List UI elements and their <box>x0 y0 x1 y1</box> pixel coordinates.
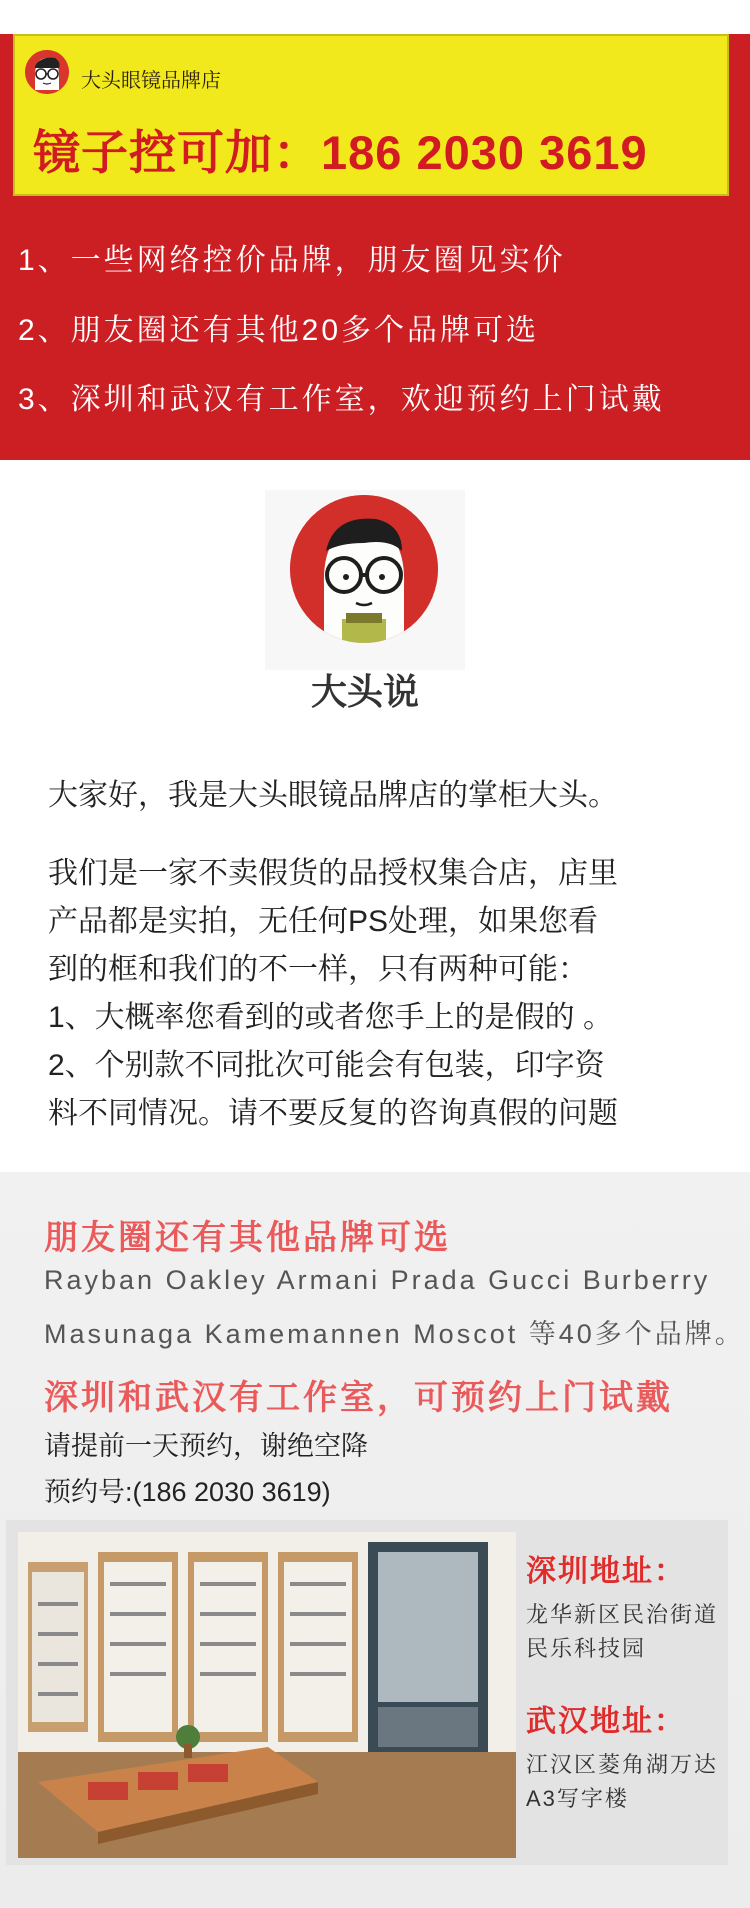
owner-avatar <box>290 495 438 643</box>
banner-bullet-2: 2、朋友圈还有其他20多个品牌可选 <box>18 314 540 347</box>
banner-top-strip <box>0 0 750 34</box>
shenzhen-address-label: 深圳地址： <box>526 1555 686 1588</box>
brands-heading: 朋友圈还有其他品牌可选 <box>44 1219 451 1257</box>
shop-avatar <box>25 50 69 94</box>
shenzhen-address-line-1: 龙华新区民治街道 <box>526 1602 719 1627</box>
intro-line-5: 2、个别款不同批次可能会有包装，印字资 <box>48 1049 605 1082</box>
store-section <box>6 1520 728 1865</box>
intro-line-1: 我们是一家不卖假货的品授权集合店，店里 <box>48 857 618 890</box>
profile-title: 大头说 <box>310 671 419 712</box>
wuhan-address-line-1: 江汉区菱角湖万达 <box>526 1752 719 1777</box>
booking-number: 预约号:(186 2030 3619) <box>44 1477 331 1507</box>
contact-box <box>13 34 729 196</box>
store-photo <box>18 1532 516 1858</box>
shop-name: 大头眼镜品牌店 <box>81 70 221 92</box>
banner-bullet-1: 1、一些网络控价品牌，朋友圈见实价 <box>18 244 566 277</box>
promo-banner <box>0 0 750 460</box>
intro-line-2: 产品都是实拍，无任何PS处理，如果您看 <box>48 905 599 938</box>
brands-line-1: Rayban Oakley Armani Prada Gucci Burberry <box>44 1265 711 1295</box>
banner-bullet-3: 3、深圳和武汉有工作室，欢迎预约上门试戴 <box>18 383 665 416</box>
intro-line-6: 料不同情况。请不要反复的咨询真假的问题 <box>48 1097 618 1130</box>
intro-line-3: 到的框和我们的不一样，只有两种可能： <box>48 953 588 986</box>
contact-number: 镜子控可加：186 2030 3619 <box>33 126 648 179</box>
wuhan-address-line-2: A3写字楼 <box>526 1786 629 1811</box>
intro-line-4: 1、大概率您看到的或者您手上的是假的 。 <box>48 1001 614 1034</box>
cartoon-owner-icon <box>290 495 438 643</box>
cartoon-face-icon <box>25 50 69 94</box>
store-interior-image <box>18 1532 516 1858</box>
studio-heading: 深圳和武汉有工作室，可预约上门试戴 <box>44 1379 673 1417</box>
booking-note: 请提前一天预约，谢绝空降 <box>44 1431 368 1461</box>
shenzhen-address-line-2: 民乐科技园 <box>526 1636 647 1661</box>
intro-greeting: 大家好，我是大头眼镜品牌店的掌柜大头。 <box>48 779 618 812</box>
brands-line-2: Masunaga Kamemannen Moscot 等40多个品牌。 <box>44 1319 745 1349</box>
wuhan-address-label: 武汉地址： <box>526 1705 686 1738</box>
